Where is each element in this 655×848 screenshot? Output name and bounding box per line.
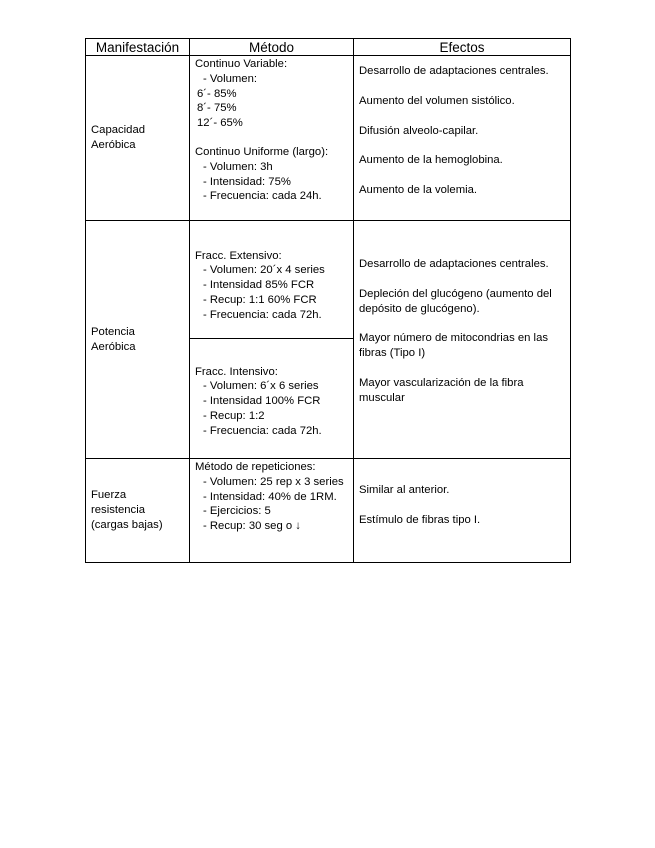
method-line: - Intensidad: 75%: [203, 175, 291, 188]
method-line: - Frecuencia: cada 24h.: [203, 190, 322, 203]
header-row: [86, 39, 571, 56]
manifestacion-cell: [86, 56, 190, 221]
method-line: - Volumen: 3h: [203, 160, 273, 173]
method-title: Fracc. Extensivo:: [195, 249, 282, 262]
table-row: [86, 221, 571, 339]
efecto-text: Estímulo de fibras tipo I.: [359, 513, 481, 526]
efecto-text: Aumento del volumen sistólico.: [359, 94, 515, 107]
header-metodo: Método: [190, 39, 354, 56]
method-title: Método de repeticiones:: [195, 461, 316, 473]
efecto-text: Desarrollo de adaptaciones centrales.: [359, 258, 549, 270]
manifestacion-line: Potencia: [91, 325, 135, 338]
manifestacion-line: Capacidad: [91, 124, 146, 137]
method-line: - Volumen: 20´x 4 series: [203, 264, 325, 277]
header-efectos: Efectos: [354, 39, 571, 56]
methods-table: [85, 38, 571, 563]
efecto-text: Aumento de la hemoglobina.: [359, 154, 503, 167]
metodo-cell: [190, 459, 354, 563]
method-line: - Intensidad 85% FCR: [203, 279, 315, 292]
method-title: Continuo Variable:: [195, 58, 288, 70]
method-title: Continuo Uniforme (largo):: [195, 145, 329, 158]
manifestacion-cell: [86, 221, 190, 459]
efecto-text: Depleción del glucógeno (aumento del depósito de glucógeno).: [359, 287, 552, 315]
method-line: - Volumen:: [203, 72, 258, 85]
method-line: - Volumen: 6´x 6 series: [203, 380, 319, 393]
efecto-text: Desarrollo de adaptaciones centrales.: [359, 65, 549, 77]
table-row: [86, 459, 571, 563]
manifestacion-line: Aeróbica: [91, 340, 136, 353]
method-line: - Frecuencia: cada 72h.: [203, 424, 322, 437]
method-line: - Recup: 1:1 60% FCR: [203, 293, 317, 306]
metodo-cell: [190, 339, 354, 459]
manifestacion-line: Fuerza: [91, 489, 127, 502]
manifestacion-line: resistencia: [91, 504, 145, 517]
manifestacion-cell: [86, 459, 190, 563]
efectos-cell: [354, 56, 571, 221]
table-row: [86, 56, 571, 221]
efecto-text: Difusión alveolo-capilar.: [359, 124, 479, 137]
method-line: - Ejercicios: 5: [203, 505, 271, 518]
method-line: - Recup: 1:2: [203, 409, 265, 422]
method-title: Fracc. Intensivo:: [195, 365, 278, 378]
method-line: - Intensidad 100% FCR: [203, 395, 321, 408]
manifestacion-line: Aeróbica: [91, 139, 136, 151]
manifestacion-line: (cargas bajas): [91, 518, 163, 531]
method-line: - Volumen: 25 rep x 3 series: [203, 475, 344, 488]
metodo-cell: [190, 56, 354, 221]
efecto-text: Mayor número de mitocondrias en las fibras (Tipo I): [359, 332, 548, 360]
efectos-cell: [354, 459, 571, 563]
efecto-text: Similar al anterior.: [359, 484, 450, 496]
metodo-cell: [190, 221, 354, 339]
header-manifestacion: Manifestación: [86, 39, 190, 56]
method-line: - Intensidad: 40% de 1RM.: [203, 490, 337, 503]
efecto-text: Mayor vascularización de la fibra muscular: [359, 376, 524, 404]
method-line: - Frecuencia: cada 72h.: [203, 308, 322, 321]
efectos-cell: [354, 221, 571, 459]
method-line: 12´- 65%: [197, 117, 243, 130]
method-line: 8´- 75%: [197, 102, 237, 115]
method-line: - Recup: 30 seg o ↓: [203, 520, 301, 533]
efecto-text: Aumento de la volemia.: [359, 184, 478, 197]
method-line: 6´- 85%: [197, 87, 237, 100]
